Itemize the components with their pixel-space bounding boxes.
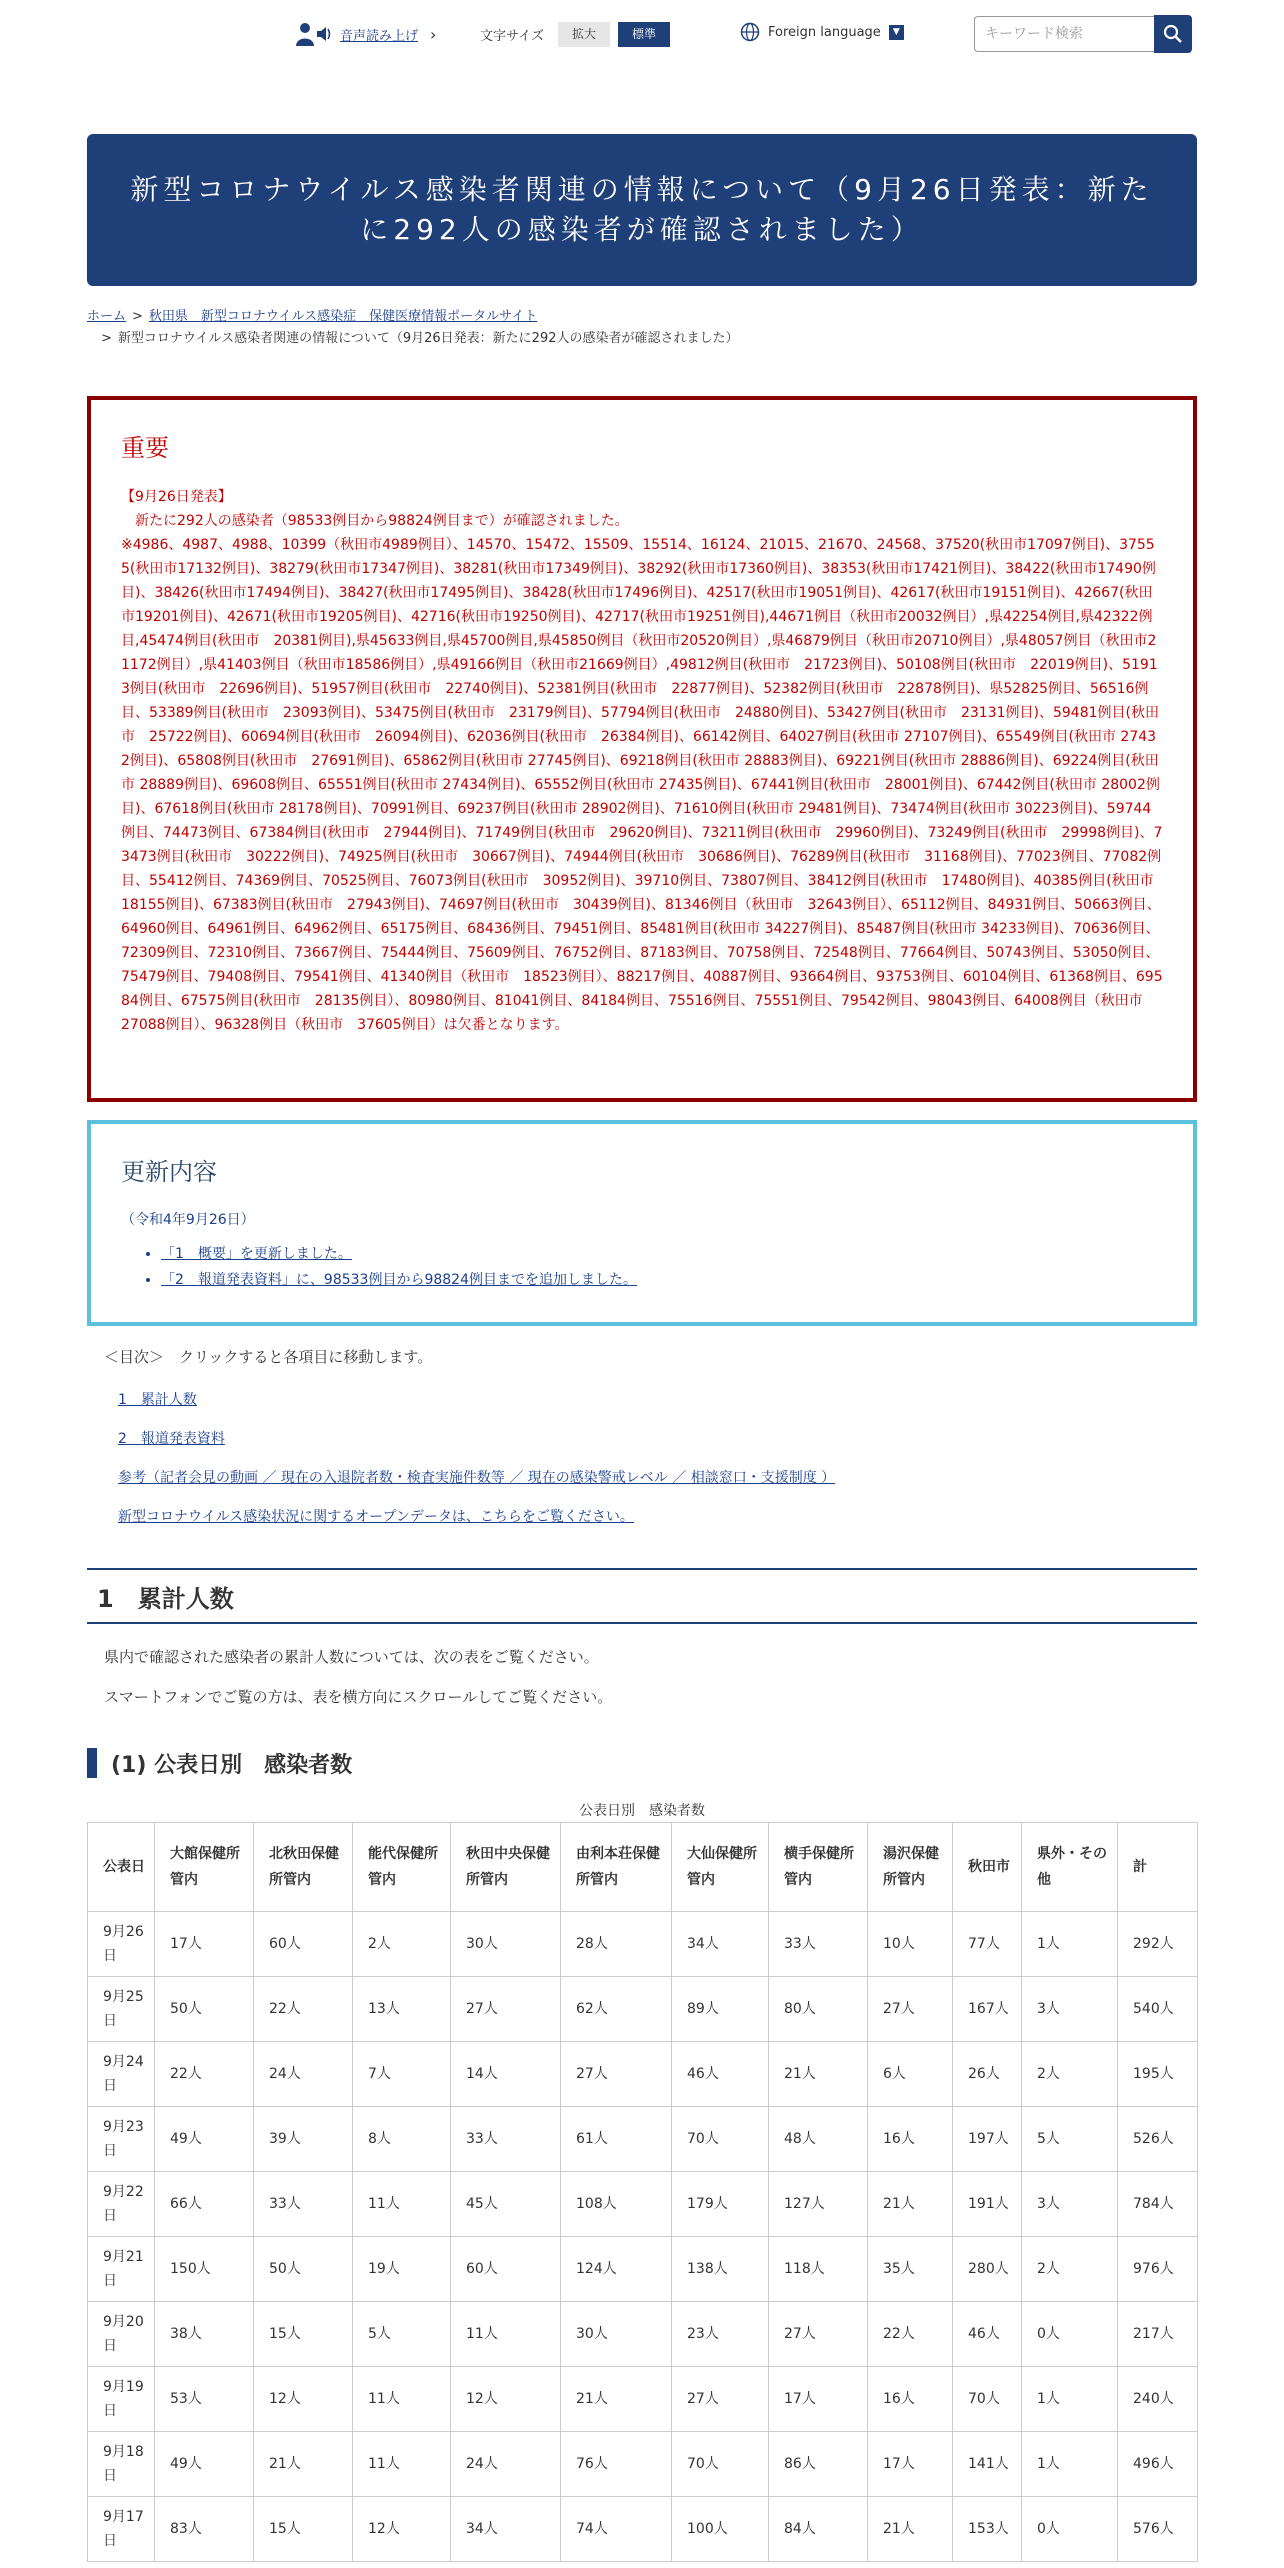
count-cell: 11人 (451, 2302, 561, 2367)
voice-reader-link[interactable]: 音声読み上げ (340, 28, 419, 44)
count-cell: 33人 (254, 2172, 353, 2237)
table-header-cell: 大館保健所管内 (155, 1823, 254, 1912)
count-cell: 66人 (155, 2172, 254, 2237)
count-cell: 3人 (1022, 2172, 1118, 2237)
count-cell: 12人 (254, 2367, 353, 2432)
count-cell: 784人 (1118, 2172, 1198, 2237)
count-cell: 39人 (254, 2107, 353, 2172)
update-date: （令和4年9月26日） (121, 1212, 255, 1228)
table-row (88, 2172, 1198, 2237)
count-cell: 1人 (1022, 2432, 1118, 2497)
count-cell: 11人 (353, 2432, 451, 2497)
count-cell: 280人 (953, 2237, 1022, 2302)
count-cell: 138人 (672, 2237, 769, 2302)
count-cell: 11人 (353, 2367, 451, 2432)
table-header-cell: 公表日 (88, 1823, 155, 1912)
count-cell: 197人 (953, 2107, 1022, 2172)
count-cell: 22人 (155, 2042, 254, 2107)
count-cell: 30人 (451, 1912, 561, 1977)
count-cell: 124人 (561, 2237, 672, 2302)
count-cell: 62人 (561, 1977, 672, 2042)
foreign-language-label: Foreign language (768, 24, 881, 40)
count-cell: 19人 (353, 2237, 451, 2302)
table-header-cell: 湯沢保健所管内 (868, 1823, 953, 1912)
daily-cases-table (87, 1822, 1198, 2562)
count-cell: 150人 (155, 2237, 254, 2302)
date-cell: 9月22日 (88, 2172, 155, 2237)
font-size-standard-button[interactable]: 標準 (618, 22, 670, 47)
update-info-box (87, 1120, 1197, 1326)
section-heading-cumulative (87, 1568, 1197, 1624)
date-cell: 9月19日 (88, 2367, 155, 2432)
count-cell: 24人 (254, 2042, 353, 2107)
table-body (88, 1912, 1198, 2562)
count-cell: 34人 (451, 2497, 561, 2562)
page-title: 新型コロナウイルス感染者関連の情報について（9月26日発表：新たに292人の感染者が確認されました） (130, 173, 1154, 246)
breadcrumb-separator: > (101, 331, 112, 346)
heading-accent-bar (87, 1748, 97, 1778)
site-header (0, 0, 1284, 70)
count-cell: 23人 (672, 2302, 769, 2367)
section-note: スマートフォンでご覧の方は、表を横方向にスクロールしてご覧ください。 (104, 1688, 613, 1706)
count-cell: 35人 (868, 2237, 953, 2302)
count-cell: 27人 (868, 1977, 953, 2042)
update-heading: 更新内容 (121, 1158, 217, 1186)
section-description: 県内で確認された感染者の累計人数については、次の表をご覧ください。 (104, 1648, 599, 1666)
toc-link-reference[interactable]: 参考（記者会見の動画 ／ 現在の入退院者数・検査実施件数等 ／ 現在の感染警戒レベル ／ 相談窓口・支援制度 ） (118, 1470, 836, 1486)
count-cell: 12人 (353, 2497, 451, 2562)
search-box (974, 16, 1192, 53)
count-cell: 22人 (868, 2302, 953, 2367)
important-announce-date: 【9月26日発表】 (121, 489, 232, 505)
count-cell: 2人 (1022, 2042, 1118, 2107)
count-cell: 191人 (953, 2172, 1022, 2237)
count-cell: 49人 (155, 2432, 254, 2497)
date-cell: 9月25日 (88, 1977, 155, 2042)
count-cell: 8人 (353, 2107, 451, 2172)
table-header-cell: 計 (1118, 1823, 1198, 1912)
count-cell: 576人 (1118, 2497, 1198, 2562)
count-cell: 1人 (1022, 1912, 1118, 1977)
table-row (88, 2107, 1198, 2172)
important-notice-box (87, 396, 1197, 1102)
count-cell: 53人 (155, 2367, 254, 2432)
foreign-language-menu[interactable] (740, 22, 904, 42)
count-cell: 2人 (353, 1912, 451, 1977)
toc-intro: ＜目次＞ クリックすると各項目に移動します。 (104, 1348, 433, 1366)
count-cell: 17人 (868, 2432, 953, 2497)
count-cell: 21人 (868, 2497, 953, 2562)
count-cell: 46人 (953, 2302, 1022, 2367)
count-cell: 6人 (868, 2042, 953, 2107)
table-row (88, 2237, 1198, 2302)
update-link-summary[interactable]: 「1 概要」を更新しました。 (161, 1246, 352, 1262)
count-cell: 526人 (1118, 2107, 1198, 2172)
count-cell: 0人 (1022, 2497, 1118, 2562)
count-cell: 33人 (451, 2107, 561, 2172)
speaker-person-icon (296, 22, 332, 46)
table-header-cell: 県外・その他 (1022, 1823, 1118, 1912)
count-cell: 292人 (1118, 1912, 1198, 1977)
count-cell: 17人 (155, 1912, 254, 1977)
count-cell: 16人 (868, 2107, 953, 2172)
update-list (121, 1241, 1163, 1293)
date-cell: 9月20日 (88, 2302, 155, 2367)
count-cell: 26人 (953, 2042, 1022, 2107)
date-cell: 9月17日 (88, 2497, 155, 2562)
date-cell: 9月18日 (88, 2432, 155, 2497)
table-row (88, 2367, 1198, 2432)
date-cell: 9月21日 (88, 2237, 155, 2302)
table-row (88, 2042, 1198, 2107)
count-cell: 100人 (672, 2497, 769, 2562)
count-cell: 74人 (561, 2497, 672, 2562)
dropdown-caret-icon: ▼ (889, 25, 904, 40)
table-header-cell: 秋田市 (953, 1823, 1022, 1912)
count-cell: 17人 (769, 2367, 868, 2432)
breadcrumb-home-link[interactable]: ホーム (87, 309, 127, 324)
count-cell: 49人 (155, 2107, 254, 2172)
table-row (88, 1977, 1198, 2042)
search-input[interactable] (974, 16, 1154, 52)
count-cell: 33人 (769, 1912, 868, 1977)
count-cell: 21人 (254, 2432, 353, 2497)
subsection-title: (1) 公表日別 感染者数 (111, 1752, 353, 1778)
count-cell: 15人 (254, 2302, 353, 2367)
table-row (88, 1912, 1198, 1977)
count-cell: 70人 (953, 2367, 1022, 2432)
toc-link-press-release[interactable]: 2 報道発表資料 (118, 1431, 225, 1447)
count-cell: 0人 (1022, 2302, 1118, 2367)
count-cell: 3人 (1022, 1977, 1118, 2042)
toc-link-cumulative[interactable]: 1 累計人数 (118, 1392, 197, 1408)
section-title: 1 累計人数 (97, 1584, 234, 1613)
table-caption: 公表日別 感染者数 (579, 1803, 705, 1819)
table-header-cell: 大仙保健所管内 (672, 1823, 769, 1912)
count-cell: 127人 (769, 2172, 868, 2237)
count-cell: 21人 (868, 2172, 953, 2237)
count-cell: 77人 (953, 1912, 1022, 1977)
count-cell: 45人 (451, 2172, 561, 2237)
font-size-label: 文字サイズ (480, 29, 544, 44)
count-cell: 21人 (769, 2042, 868, 2107)
count-cell: 27人 (451, 1977, 561, 2042)
table-header-cell: 能代保健所管内 (353, 1823, 451, 1912)
count-cell: 50人 (254, 2237, 353, 2302)
count-cell: 60人 (254, 1912, 353, 1977)
count-cell: 167人 (953, 1977, 1022, 2042)
count-cell: 153人 (953, 2497, 1022, 2562)
count-cell: 217人 (1118, 2302, 1198, 2367)
font-size-control (480, 22, 678, 47)
toc-link-open-data[interactable]: 新型コロナウイルス感染状況に関するオープンデータは、こちらをご覧ください。 (118, 1509, 634, 1525)
count-cell: 50人 (155, 1977, 254, 2042)
date-cell: 9月24日 (88, 2042, 155, 2107)
table-of-contents (104, 1346, 1194, 1545)
count-cell: 2人 (1022, 2237, 1118, 2302)
search-icon (1163, 24, 1183, 44)
count-cell: 48人 (769, 2107, 868, 2172)
table-header-cell: 横手保健所管内 (769, 1823, 868, 1912)
table-header-cell: 秋田中央保健所管内 (451, 1823, 561, 1912)
table-row (88, 2497, 1198, 2562)
count-cell: 83人 (155, 2497, 254, 2562)
count-cell: 5人 (353, 2302, 451, 2367)
count-cell: 11人 (353, 2172, 451, 2237)
search-button[interactable] (1154, 15, 1192, 53)
count-cell: 76人 (561, 2432, 672, 2497)
count-cell: 27人 (769, 2302, 868, 2367)
globe-icon (740, 22, 760, 42)
date-cell: 9月26日 (88, 1912, 155, 1977)
count-cell: 12人 (451, 2367, 561, 2432)
count-cell: 80人 (769, 1977, 868, 2042)
breadcrumb-separator: > (132, 309, 143, 324)
count-cell: 14人 (451, 2042, 561, 2107)
important-missing-numbers: ※4986、4987、4988、10399（秋田市4989例目）、14570、15472、15509、15514、16124、21015、21670、24568、37520(秋田市17097例目)、37555(秋田市17132例目)、38279(秋田市17347例目)、38281(秋田市17349例目)、38292(秋田市17360例目)、38353(秋田市17421例目)、38422(秋田市17490例目)、38426(秋田市17494例目)、38427(秋田市17495例目)、38428(秋田市17496例目)、42517(秋田市19051例目)、42617(秋田市19151例目)、42667(秋田市19201例目)、42671(秋田市19205例目)、42716(秋田市19250例目)、42717(秋田市19251例目),44671例目（秋田市20032例目）,県42254例目,県42322例目,45474例目(秋田市 20381例目),県45633例目,県45700例目,県45850例目（秋田市20520例目）,県46879例目（秋田市20710例目）,県48057例目（秋田市21172例目）,県41403例目（秋田市18586例目）,県49166例目（秋田市21669例目）,49812例目(秋田市 21723例目)、50108例目(秋田市 22019例目)、51913例目(秋田市 22696例目)、51957例目(秋田市 22740例目)、52381例目(秋田市 22877例目)、52382例目(秋田市 22878例目)、県52825例目、56516例目、53389例目(秋田市 23093例目)、53475例目(秋田市 23179例目)、57794例目(秋田市 24880例目)、53427例目(秋田市 23131例目)、59481例目(秋田市 25722例目)、60694例目(秋田市 26094例目)、62036例目(秋田市 26384例目)、66142例目、64027例目(秋田市 27107例目)、65549例目(秋田市 27432例目)、65808例目(秋田市 27691例目)、65862例目(秋田市 27745例目)、69218例目(秋田市 28883例目)、69221例目(秋田市 28886例目)、69224例目(秋田市 28889例目)、69608例目、65551例目(秋田市 27434例目)、65552例目(秋田市 27435例目)、67441例目(秋田市 28001例目)、67442例目(秋田市 28002例目)、67618例目(秋田市 28178例目)、70991例目、69237例目(秋田市 28902例目)、71610例目(秋田市 29481例目)、73474例目(秋田市 30223例目)、59744例目、74473例目、67384例目(秋田市 27944例目)、71749例目(秋田市 29620例目)、73211例目(秋田市 29960例目)、73249例目(秋田市 29998例目)、73473例目(秋田市 30222例目)、74925例目(秋田市 30667例目)、74944例目(秋田市 30686例目)、76289例目(秋田市 31168例目)、77023例目、77082例目、55412例目、74369例目、70525例目、76073例目(秋田市 30952例目)、39710例目、73807例目、38412例目(秋田市 17480例目)、40385例目(秋田市 18155例目)、67383例目(秋田市 27943例目)、74697例目(秋田市 30439例目)、81346例目（秋田市 32643例目）、65112例目、84931例目、50663例目、64960例目、64961例目、64962例目、65175例目、68436例目、79451例目、85481例目(秋田市 34227例目)、85487例目(秋田市 34233例目)、70636例目、72309例目、72310例目、73667例目、75444例目、75609例目、76752例目、87183例目、70758例目、72548例目、77664例目、50743例目、53050例目、75479例目、79408例目、79541例目、41340例目（秋田市 18523例目）、88217例目、40887例目、93664例目、93753例目、60104例目、61368例目、69584例目、67575例目(秋田市 28135例目）、80980例目、81041例目、84184例目、75516例目、75551例目、79542例目、98043例目、64008例目（秋田市 27088例目）、96328例目（秋田市 37605例目）は欠番となります。 (121, 537, 1168, 1033)
page-title-banner (87, 134, 1197, 286)
voice-reader[interactable] (296, 22, 436, 46)
important-heading: 重要 (121, 434, 169, 462)
subsection-heading (87, 1748, 352, 1778)
date-cell: 9月23日 (88, 2107, 155, 2172)
count-cell: 27人 (561, 2042, 672, 2107)
count-cell: 46人 (672, 2042, 769, 2107)
count-cell: 5人 (1022, 2107, 1118, 2172)
count-cell: 27人 (672, 2367, 769, 2432)
count-cell: 70人 (672, 2432, 769, 2497)
table-header-row (88, 1823, 1198, 1912)
table-header-cell: 北秋田保健所管内 (254, 1823, 353, 1912)
update-item (161, 1267, 1163, 1293)
count-cell: 61人 (561, 2107, 672, 2172)
count-cell: 496人 (1118, 2432, 1198, 2497)
count-cell: 179人 (672, 2172, 769, 2237)
font-size-large-button[interactable]: 拡大 (558, 22, 610, 47)
count-cell: 540人 (1118, 1977, 1198, 2042)
count-cell: 89人 (672, 1977, 769, 2042)
count-cell: 7人 (353, 2042, 451, 2107)
count-cell: 28人 (561, 1912, 672, 1977)
count-cell: 15人 (254, 2497, 353, 2562)
count-cell: 16人 (868, 2367, 953, 2432)
update-link-press[interactable]: 「2 報道発表資料」に、98533例目から98824例目までを追加しました。 (161, 1272, 637, 1288)
count-cell: 84人 (769, 2497, 868, 2562)
count-cell: 70人 (672, 2107, 769, 2172)
count-cell: 30人 (561, 2302, 672, 2367)
count-cell: 195人 (1118, 2042, 1198, 2107)
count-cell: 108人 (561, 2172, 672, 2237)
count-cell: 10人 (868, 1912, 953, 1977)
count-cell: 13人 (353, 1977, 451, 2042)
count-cell: 34人 (672, 1912, 769, 1977)
count-cell: 21人 (561, 2367, 672, 2432)
table-row (88, 2302, 1198, 2367)
update-item (161, 1241, 1163, 1267)
count-cell: 86人 (769, 2432, 868, 2497)
count-cell: 976人 (1118, 2237, 1198, 2302)
count-cell: 240人 (1118, 2367, 1198, 2432)
count-cell: 60人 (451, 2237, 561, 2302)
breadcrumb-current: 新型コロナウイルス感染者関連の情報について（9月26日発表：新たに292人の感染者が確認されました） (117, 331, 739, 346)
table-header-cell: 由利本荘保健所管内 (561, 1823, 672, 1912)
count-cell: 118人 (769, 2237, 868, 2302)
count-cell: 1人 (1022, 2367, 1118, 2432)
count-cell: 38人 (155, 2302, 254, 2367)
table-row (88, 2432, 1198, 2497)
breadcrumb (87, 306, 1197, 350)
count-cell: 24人 (451, 2432, 561, 2497)
important-summary: 新たに292人の感染者（98533例目から98824例目まで）が確認されました。 (135, 513, 629, 529)
breadcrumb-portal-link[interactable]: 秋田県 新型コロナウイルス感染症 保健医療情報ポータルサイト (148, 309, 538, 324)
count-cell: 22人 (254, 1977, 353, 2042)
count-cell: 141人 (953, 2432, 1022, 2497)
chevron-right-icon: › (430, 24, 437, 44)
